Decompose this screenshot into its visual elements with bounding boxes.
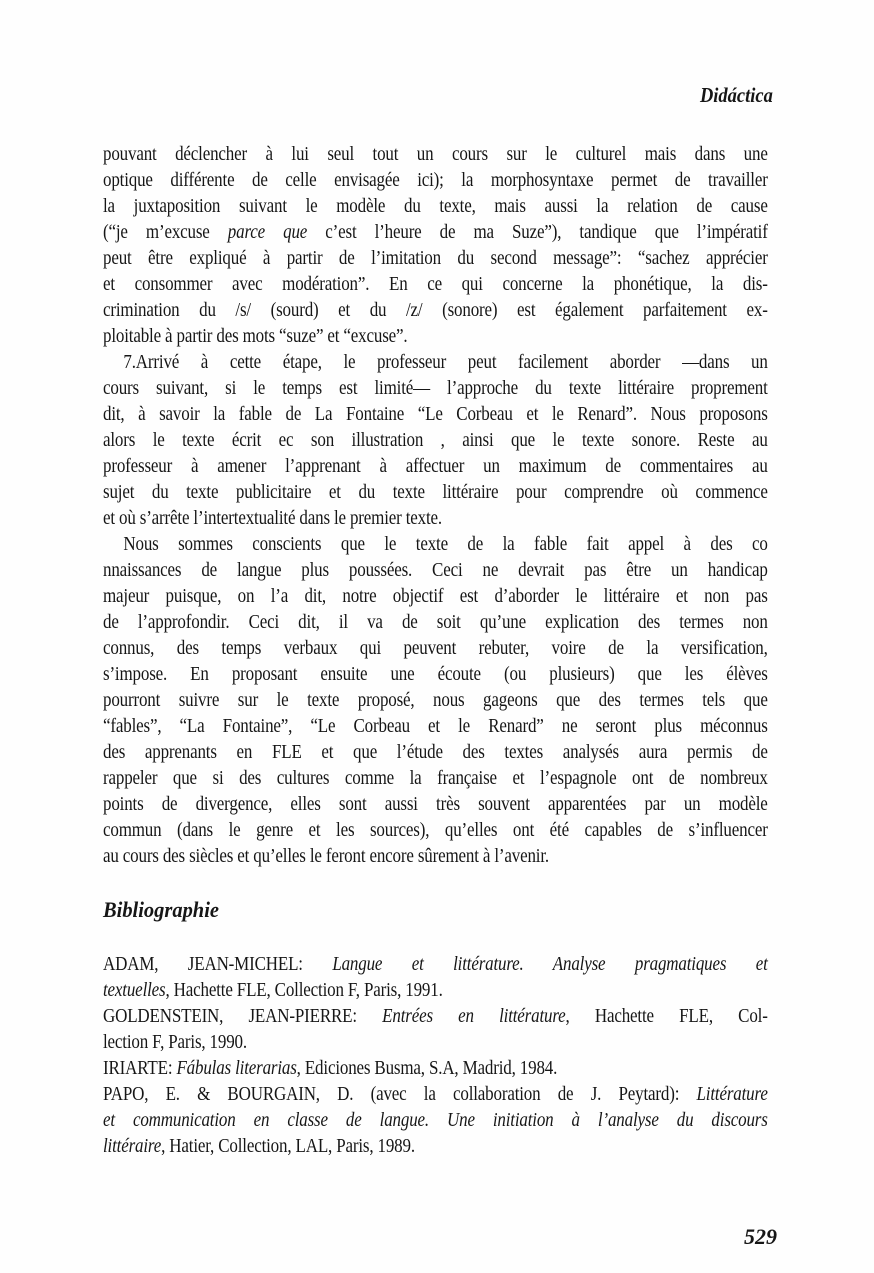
text-line: la juxtaposition suivant le modèle du texte, mais aussi la relation de cause — [103, 195, 768, 217]
text-line: cours suivant, si le temps est limité— l’approche du texte littéraire proprement — [103, 377, 768, 399]
text-line: et consommer avec modération”. En ce qui concerne la phonétique, la dis- — [103, 273, 768, 295]
text-line: (“je m’excuse parce que c’est l’heure de ma Suze”), tandique que l’impératif — [103, 221, 768, 243]
bibliography-entry — [103, 1055, 768, 1081]
bibliography-entry — [103, 951, 768, 1003]
text-line: ploitable à partir des mots “suze” et “excuse”. — [103, 325, 408, 347]
text-line: peut être expliqué à partir de l’imitation du second message”: “sachez apprécier — [103, 247, 768, 269]
paragraph — [103, 531, 768, 869]
text-line: sujet du texte publicitaire et du texte littéraire pour comprendre où commence — [103, 481, 768, 503]
text-line: nnaissances de langue plus poussées. Ceci ne devrait pas être un handicap — [103, 559, 768, 581]
text-line: lection F, Paris, 1990. — [103, 1031, 247, 1053]
text-line: “fables”, “La Fontaine”, “Le Corbeau et le Renard” ne seront plus méconnus — [103, 715, 768, 737]
text-line: pourront suivre sur le texte proposé, nous gageons que des termes tels que — [103, 689, 768, 711]
text-line: littéraire, Hatier, Collection, LAL, Paris, 1989. — [103, 1135, 415, 1157]
text-line: PAPO, E. & BOURGAIN, D. (avec la collaboration de J. Peytard): Littérature — [103, 1083, 768, 1105]
text-line: connus, des temps verbaux qui peuvent rebuter, voire de la versification, — [103, 637, 768, 659]
bibliography-entry — [103, 1003, 768, 1055]
text-line: IRIARTE: Fábulas literarias, Ediciones Busma, S.A, Madrid, 1984. — [103, 1057, 558, 1079]
paragraph — [103, 349, 768, 531]
text-line: rappeler que si des cultures comme la française et l’espagnole ont de nombreux — [103, 767, 768, 789]
running-header: Didáctica — [700, 83, 773, 107]
text-line: alors le texte écrit ec son illustration , ainsi que le texte sonore. Reste au — [103, 429, 768, 451]
page-number: 529 — [744, 1224, 777, 1249]
text-line: des apprenants en FLE et que l’étude des textes analysés aura permis de — [103, 741, 768, 763]
text-line: 7.Arrivé à cette étape, le professeur peut facilement aborder —dans un — [123, 351, 768, 373]
bibliography-entry — [103, 1081, 768, 1159]
text-line: et communication en classe de langue. Une initiation à l’analyse du discours — [103, 1109, 768, 1131]
text-line: Nous sommes conscients que le texte de la fable fait appel à des co — [123, 533, 768, 555]
bibliography-heading: Bibliographie — [103, 897, 219, 922]
text-line: GOLDENSTEIN, JEAN-PIERRE: Entrées en littérature, Hachette FLE, Col- — [103, 1005, 768, 1027]
text-line: crimination du /s/ (sourd) et du /z/ (sonore) est également parfaitement ex- — [103, 299, 768, 321]
text-line: dit, à savoir la fable de La Fontaine “Le Corbeau et le Renard”. Nous proposons — [103, 403, 768, 425]
text-line: s’impose. En proposant ensuite une écoute (ou plusieurs) que les élèves — [103, 663, 768, 685]
paragraph — [103, 141, 768, 349]
text-line: points de divergence, elles sont aussi très souvent apparentées par un modèle — [103, 793, 768, 815]
bibliography-list — [103, 951, 768, 1159]
text-line: textuelles, Hachette FLE, Collection F, Paris, 1991. — [103, 979, 443, 1001]
text-line: majeur puisque, on l’a dit, notre objectif est d’aborder le littéraire et non pas — [103, 585, 768, 607]
text-line: ADAM, JEAN-MICHEL: Langue et littérature. Analyse pragmatiques et — [103, 953, 768, 975]
text-line: et où s’arrête l’intertextualité dans le premier texte. — [103, 507, 443, 529]
text-line: pouvant déclencher à lui seul tout un cours sur le culturel mais dans une — [103, 143, 768, 165]
text-line: optique différente de celle envisagée ici); la morphosyntaxe permet de travailler — [103, 169, 768, 191]
text-line: au cours des siècles et qu’elles le feront encore sûrement à l’avenir. — [103, 845, 549, 867]
body-text-block — [103, 141, 768, 869]
text-line: professeur à amener l’apprenant à affectuer un maximum de commentaires au — [103, 455, 768, 477]
text-line: commun (dans le genre et les sources), qu’elles ont été capables de s’influencer — [103, 819, 768, 841]
text-line: de l’approfondir. Ceci dit, il va de soit qu’une explication des termes non — [103, 611, 768, 633]
